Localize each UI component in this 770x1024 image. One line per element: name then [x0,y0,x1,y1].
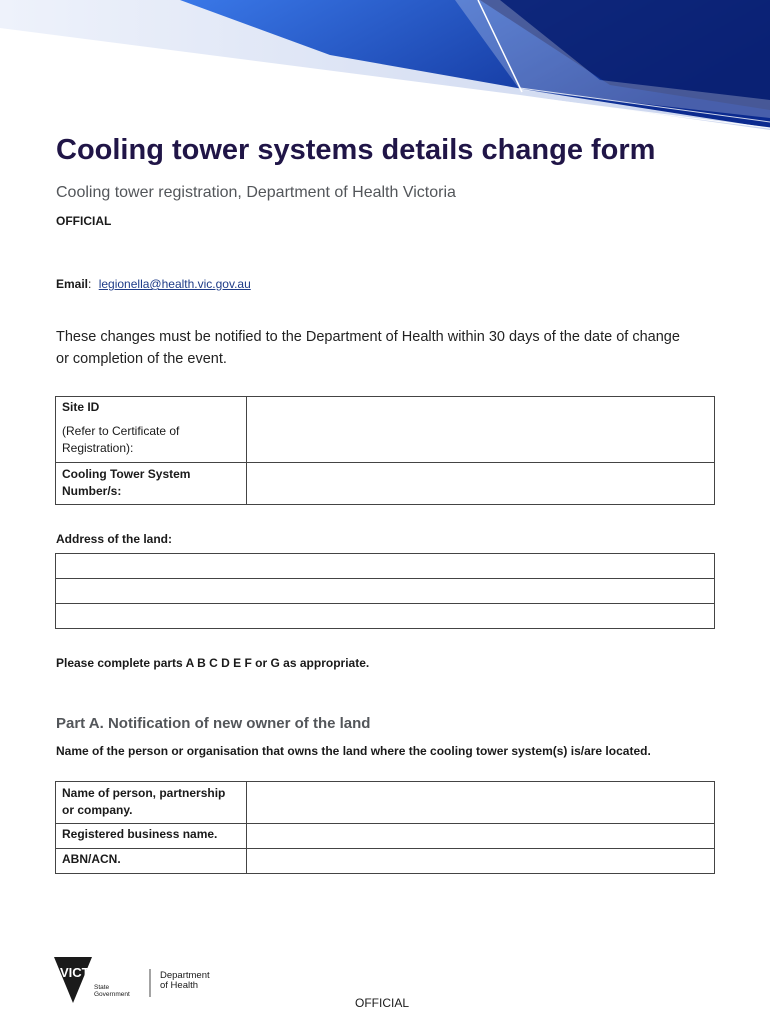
system-number-field[interactable] [247,463,715,505]
address-line-2[interactable] [56,579,715,604]
victoria-triangle-icon [54,957,92,1003]
logo-of-health-text: of Health [160,980,199,991]
abn-acn-label: ABN/ACN. [56,849,247,874]
abn-acn-field[interactable] [247,849,715,874]
footer-classification: OFFICIAL [355,996,410,1010]
notice-text: These changes must be notified to the Department of Health within 30 days of the date of change or completion of the event. [56,329,680,367]
site-id-label-cell [56,397,247,463]
address-line-3[interactable] [56,604,715,629]
part-a-description: Name of the person or organisation that owns the land where the cooling tower system(s) is/are located. [56,744,651,758]
victoria-government-logo [54,955,234,1007]
address-table [55,553,715,629]
instructions-text: Please complete parts A B C D E F or G as appropriate. [56,656,370,670]
site-id-field[interactable] [247,397,715,463]
address-line-1[interactable] [56,554,715,579]
email-colon: : [88,277,92,291]
site-details-table [55,396,715,505]
logo-government-text: Government [94,991,130,998]
page-title: Cooling tower systems details change form [56,134,656,166]
email-label: Email [56,277,89,291]
classification-label: OFFICIAL [56,214,112,228]
address-label: Address of the land: [56,532,173,546]
business-name-field[interactable] [247,824,715,849]
owner-table [55,781,715,874]
part-a-title: Part A. Notification of new owner of the land [56,715,371,732]
system-number-label: Cooling Tower System Number/s: [56,463,247,505]
owner-name-field[interactable] [247,782,715,824]
header-banner [0,0,770,135]
logo-victoria-text: VICTORIA [60,965,122,980]
logo-state-text: State [94,984,110,991]
email-link[interactable]: legionella@health.vic.gov.au [98,277,251,291]
site-id-hint: (Refer to Certificate of Registration): [62,424,180,455]
email-row [56,277,251,291]
site-id-label: Site ID [62,400,100,414]
logo-department-text: Department [160,970,210,981]
page-subtitle: Cooling tower registration, Department of Health Victoria [56,184,456,201]
business-name-label: Registered business name. [56,824,247,849]
owner-name-label: Name of person, partnership or company. [56,782,247,824]
